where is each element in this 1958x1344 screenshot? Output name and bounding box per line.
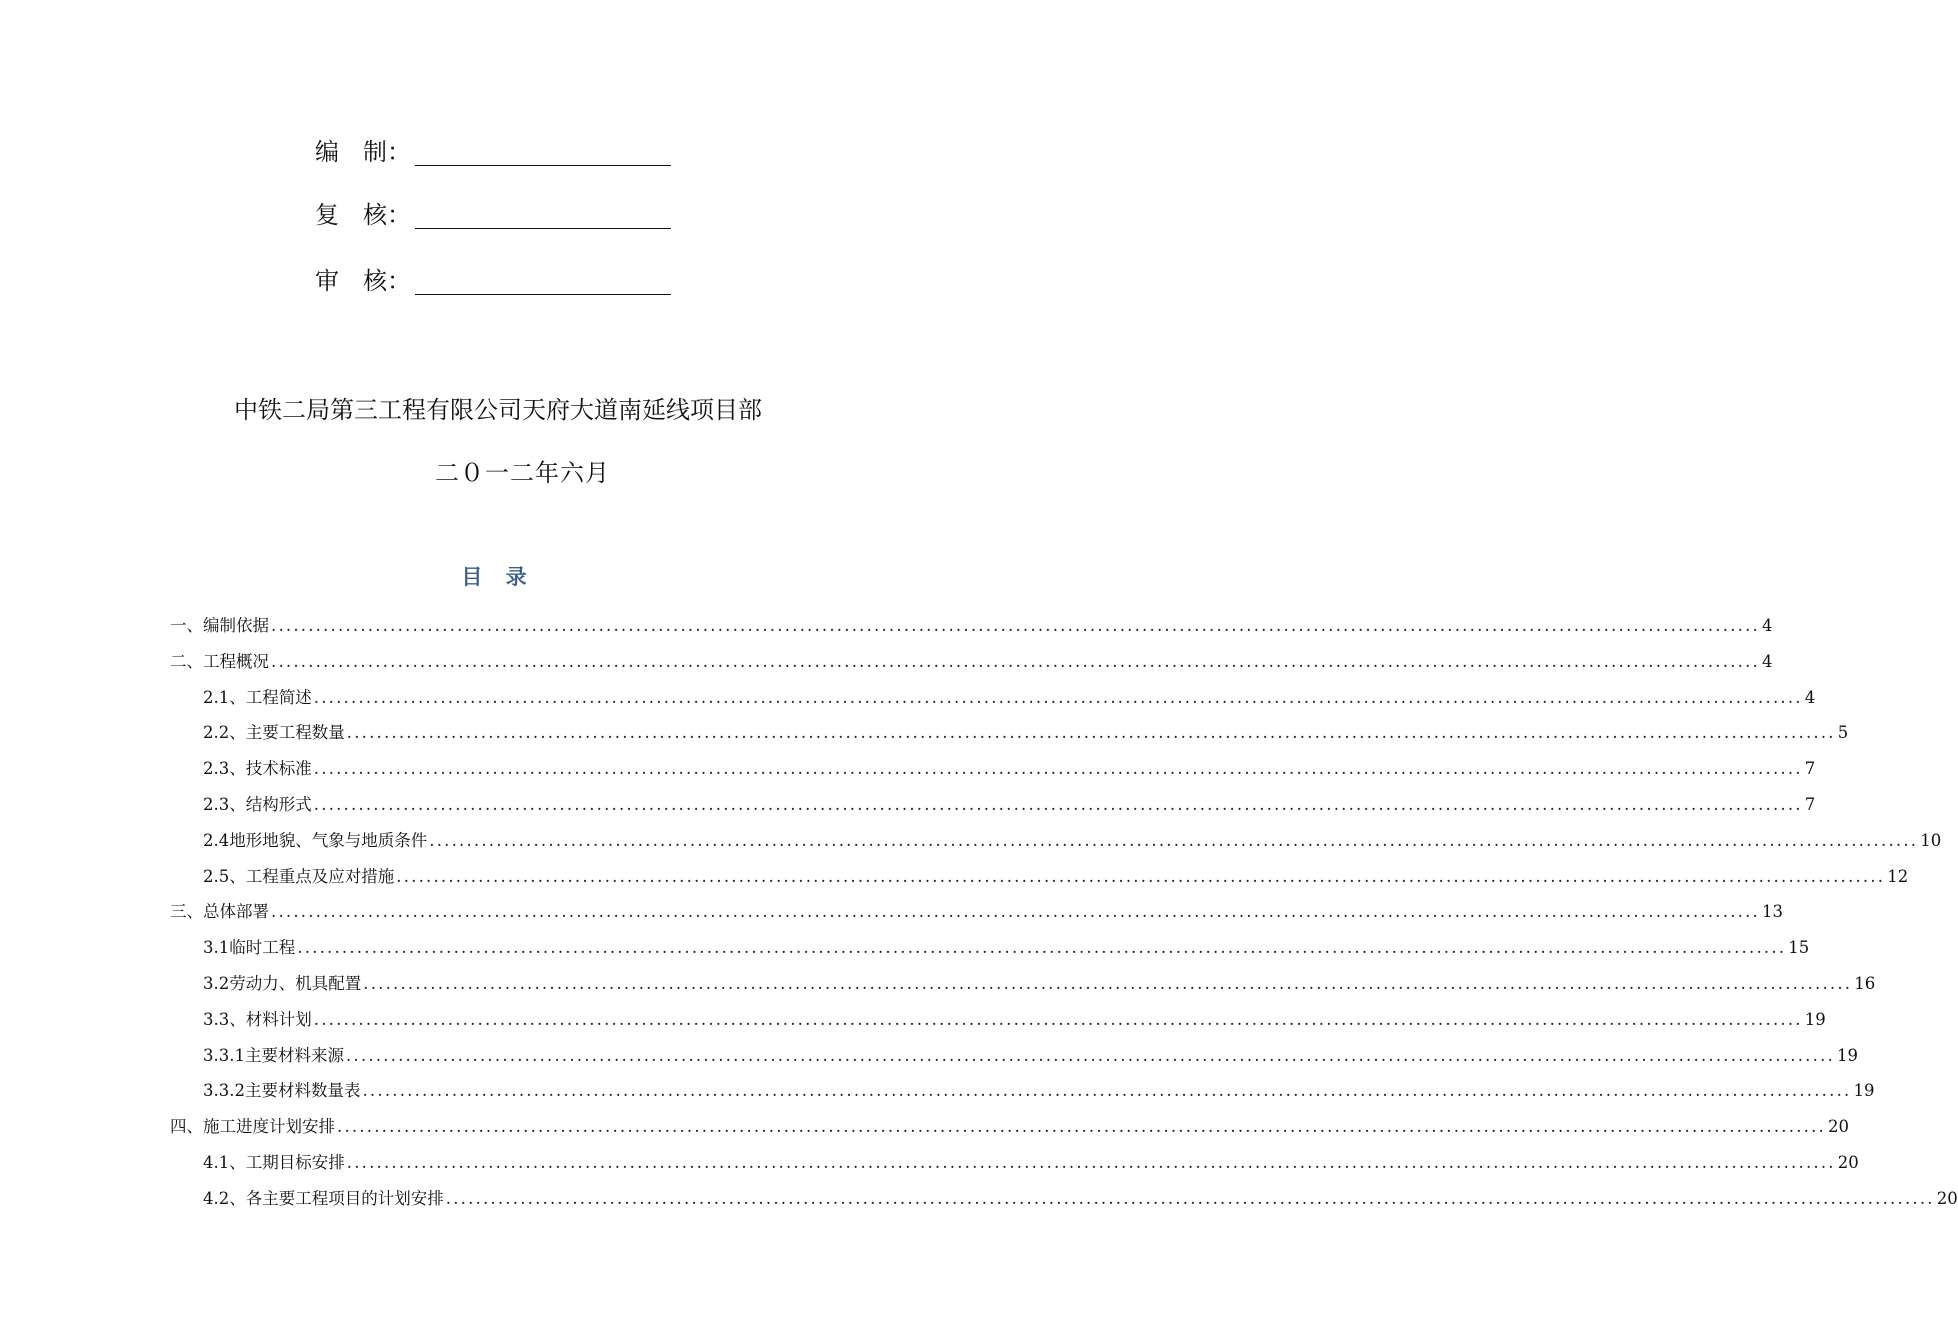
- toc-entry-text: 3.2劳动力、机具配置: [203, 973, 362, 993]
- toc-entry-text: 2.1、工程简述: [203, 687, 312, 707]
- toc-entry-text: 2.3、结构形式: [203, 794, 312, 814]
- signature-label: 编 制：: [315, 138, 411, 166]
- toc-leader-dots: ........................................................................................................................................................................................................: [346, 1152, 1836, 1172]
- toc-page-number: 15: [1788, 938, 1810, 958]
- toc-page-number: 13: [1761, 902, 1783, 922]
- toc-page-number: 19: [1804, 1009, 1826, 1029]
- toc-leader-dots: ........................................................................................................................................................................................................: [429, 830, 1919, 850]
- toc-leader-dots: ........................................................................................................................................................................................................: [363, 973, 1853, 993]
- toc-entry-text: 3.3.1主要材料来源: [203, 1045, 344, 1065]
- toc-page-number: 19: [1853, 1081, 1875, 1101]
- toc-leader-dots: ........................................................................................................................................................................................................: [396, 866, 1886, 886]
- toc-entry[interactable]: [170, 898, 1783, 934]
- toc-entry-text: 四、施工进度计划安排: [170, 1117, 335, 1137]
- toc-entry[interactable]: [170, 1077, 1875, 1113]
- toc-entry-text: 2.2、主要工程数量: [203, 723, 345, 743]
- toc-entry[interactable]: [170, 648, 1773, 684]
- toc-entry-text: 3.3.2主要材料数量表: [203, 1081, 361, 1101]
- toc-entry[interactable]: [170, 1185, 1958, 1221]
- toc-entry[interactable]: [170, 755, 1816, 791]
- toc-entry-text: 4.1、工期目标安排: [203, 1152, 345, 1172]
- toc-page-number: 5: [1837, 723, 1849, 743]
- toc-entry-text: 2.3、技术标准: [203, 759, 312, 779]
- toc-page-number: 4: [1761, 616, 1773, 635]
- toc-leader-dots: ........................................................................................................................................................................................................: [313, 687, 1803, 707]
- toc-entry[interactable]: [170, 1113, 1849, 1149]
- signature-line: [415, 294, 671, 295]
- toc-entry[interactable]: [170, 863, 1909, 899]
- toc-leader-dots: ........................................................................................................................................................................................................: [313, 759, 1803, 779]
- toc-entry-text: 4.2、各主要工程项目的计划安排: [203, 1188, 444, 1208]
- signature-label: 审 核：: [315, 267, 411, 295]
- toc-page-number: 7: [1804, 759, 1816, 779]
- toc-leader-dots: ........................................................................................................................................................................................................: [337, 1117, 1826, 1137]
- toc-page-number: 4: [1804, 687, 1816, 707]
- signature-row-approve: [315, 265, 671, 297]
- toc-page-number: 20: [1936, 1188, 1958, 1208]
- toc-leader-dots: ........................................................................................................................................................................................................: [297, 938, 1787, 958]
- toc-page-number: 12: [1887, 866, 1909, 886]
- toc-entry-text: 3.3、材料计划: [203, 1009, 312, 1029]
- toc-leader-dots: ........................................................................................................................................................................................................: [271, 651, 1760, 671]
- toc-page-number: 16: [1854, 973, 1876, 993]
- toc-page-number: 7: [1804, 794, 1816, 814]
- toc-leader-dots: ........................................................................................................................................................................................................: [271, 616, 1760, 635]
- toc-page-number: 19: [1836, 1045, 1858, 1065]
- toc-leader-dots: ........................................................................................................................................................................................................: [362, 1081, 1852, 1101]
- toc-entry-text: 3.1临时工程: [203, 938, 296, 958]
- toc-entry-text: 二、工程概况: [170, 651, 269, 671]
- toc-entry[interactable]: [170, 612, 1773, 648]
- signature-line: [415, 165, 671, 166]
- toc-page-number: 4: [1761, 651, 1773, 671]
- document-date: 二０一二年六月: [435, 459, 610, 487]
- toc-entry[interactable]: [170, 970, 1876, 1006]
- signature-label: 复 核：: [315, 201, 411, 229]
- toc-entry[interactable]: [170, 1006, 1826, 1042]
- toc-leader-dots: ........................................................................................................................................................................................................: [445, 1188, 1935, 1208]
- toc-leader-dots: ........................................................................................................................................................................................................: [313, 1009, 1803, 1029]
- toc-page-number: 20: [1837, 1152, 1859, 1172]
- signature-row-review: [315, 199, 671, 231]
- toc-entry[interactable]: [170, 1042, 1858, 1078]
- toc-entry[interactable]: [170, 719, 1849, 755]
- toc-leader-dots: ........................................................................................................................................................................................................: [345, 1045, 1835, 1065]
- table-of-contents: [170, 612, 1958, 1221]
- organization-name: 中铁二局第三工程有限公司天府大道南延线项目部: [234, 396, 762, 424]
- signature-line: [415, 228, 671, 229]
- toc-entry[interactable]: [170, 791, 1816, 827]
- toc-entry[interactable]: [170, 827, 1942, 863]
- toc-title: 目 录: [461, 565, 535, 589]
- toc-page-number: 10: [1920, 830, 1942, 850]
- toc-leader-dots: ........................................................................................................................................................................................................: [313, 794, 1803, 814]
- toc-entry[interactable]: [170, 684, 1816, 720]
- toc-entry-text: 2.4地形地貌、气象与地质条件: [203, 830, 428, 850]
- toc-entry-text: 一、编制依据: [170, 616, 269, 635]
- toc-entry[interactable]: [170, 934, 1810, 970]
- toc-page-number: 20: [1827, 1117, 1849, 1137]
- toc-leader-dots: ........................................................................................................................................................................................................: [346, 723, 1836, 743]
- toc-entry-text: 三、总体部署: [170, 902, 269, 922]
- toc-leader-dots: ........................................................................................................................................................................................................: [271, 902, 1760, 922]
- signature-row-compiled: [315, 136, 671, 168]
- toc-entry-text: 2.5、工程重点及应对措施: [203, 866, 395, 886]
- toc-entry[interactable]: [170, 1149, 1859, 1185]
